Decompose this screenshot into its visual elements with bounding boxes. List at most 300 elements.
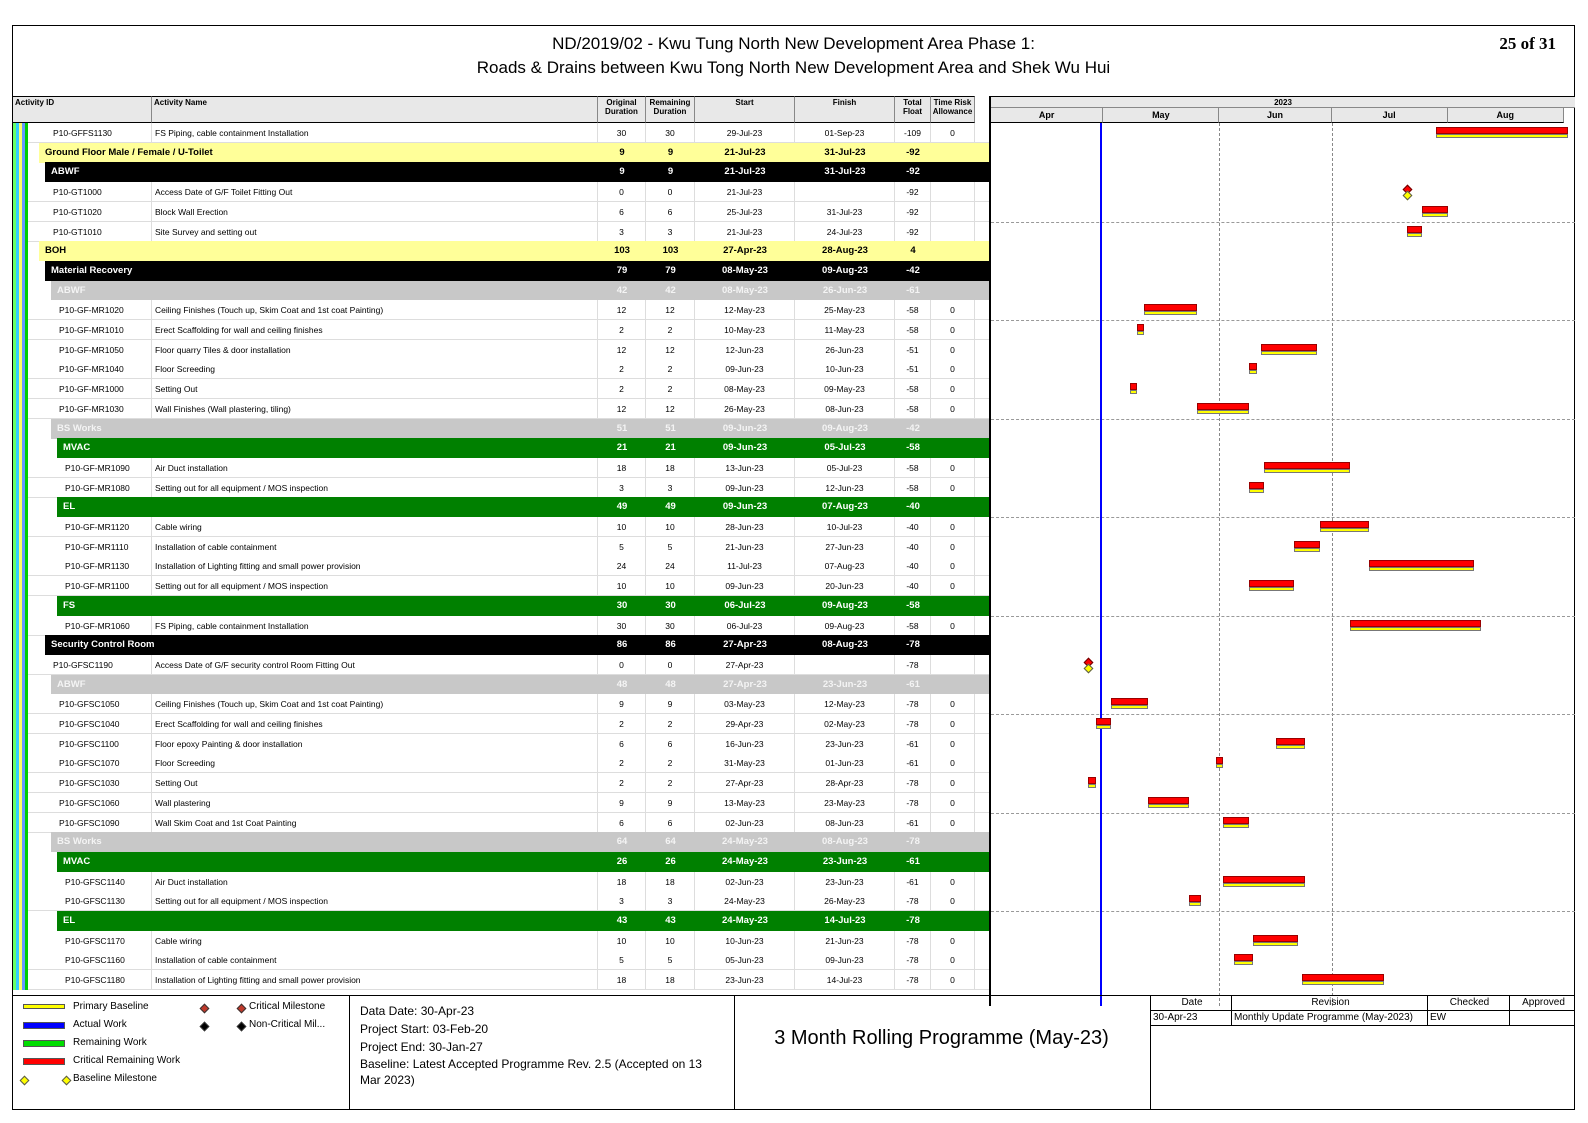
legend-swatch [23, 1022, 65, 1029]
cell-tra [931, 655, 975, 675]
cell-name: Ceiling Finishes (Touch up, Skim Coat and 1st coat Painting) [152, 300, 598, 320]
wbs-row[interactable] [57, 438, 989, 458]
cell-od: 2 [598, 753, 646, 773]
cell-name: Site Survey and setting out [152, 222, 598, 242]
critical-bar[interactable] [1407, 226, 1422, 233]
critical-bar[interactable] [1253, 935, 1298, 942]
cell-id: P10-GFSC1040 [59, 714, 152, 734]
cell-finish: 08-Jun-23 [795, 399, 895, 419]
cell-tra: 0 [931, 616, 975, 636]
cell-start: 27-Apr-23 [723, 245, 767, 257]
table-row[interactable] [13, 359, 989, 379]
cell-start: 26-May-23 [695, 399, 795, 419]
critical-bar[interactable] [1216, 757, 1223, 764]
cell-name: EL [63, 501, 76, 513]
cell-rd: 2 [646, 753, 695, 773]
cell-rd: 0 [646, 655, 695, 675]
cell-finish: 11-May-23 [795, 320, 895, 340]
cell-id: P10-GF-MR1080 [65, 478, 152, 498]
grid-line [1219, 123, 1220, 1006]
cell-od: 2 [598, 714, 646, 734]
cell-rd: 18 [646, 458, 695, 478]
critical-bar[interactable] [1302, 974, 1384, 981]
cell-od: 3 [598, 891, 646, 911]
cell-finish: 14-Jul-23 [824, 915, 866, 926]
cell-tra: 0 [931, 950, 975, 970]
cell-finish: 12-Jun-23 [795, 478, 895, 498]
month-header: May [1103, 108, 1219, 123]
cell-finish: 08-Aug-23 [822, 639, 868, 651]
cell-od: 6 [598, 734, 646, 754]
cell-rd: 3 [646, 891, 695, 911]
cell-name: FS [63, 599, 76, 611]
project-title-line-1: ND/2019/02 - Kwu Tung North New Development Area Phase 1: [552, 34, 1035, 53]
table-row[interactable] [13, 694, 989, 714]
wbs-row[interactable] [51, 281, 989, 301]
critical-bar[interactable] [1350, 620, 1481, 627]
cell-od: 10 [598, 931, 646, 951]
cell-start: 09-Jun-23 [695, 576, 795, 596]
cell-rd: 2 [646, 379, 695, 399]
cell-id: P10-GFSC1170 [65, 931, 152, 951]
table-row[interactable] [13, 970, 989, 990]
cell-start: 16-Jun-23 [695, 734, 795, 754]
baseline-bar [1088, 784, 1095, 788]
cell-rd: 49 [665, 501, 676, 513]
gantt-year-header: 2023 [991, 96, 1575, 108]
table-row[interactable] [13, 655, 989, 675]
cell-rd: 30 [646, 123, 695, 143]
wbs-row[interactable] [45, 261, 989, 281]
cell-tra: 0 [931, 537, 975, 557]
wbs-row[interactable] [39, 241, 989, 261]
cell-finish: 31-Jul-23 [824, 146, 866, 158]
cell-tf: -58 [895, 379, 931, 399]
cell-start: 24-May-23 [722, 915, 768, 926]
cell-name: Installation of cable containment [152, 537, 598, 557]
table-row[interactable] [13, 931, 989, 951]
table-row[interactable] [13, 616, 989, 636]
wbs-row[interactable] [45, 162, 989, 182]
cell-name: Cable wiring [152, 931, 598, 951]
table-row[interactable] [13, 300, 989, 320]
cell-od: 64 [616, 836, 628, 848]
cell-name: Cable wiring [152, 517, 598, 537]
critical-bar[interactable] [1436, 127, 1567, 134]
table-row[interactable] [13, 891, 989, 911]
cell-name: MVAC [63, 442, 91, 454]
project-start: Project Start: 03-Feb-20 [360, 1022, 489, 1036]
cell-start: 21-Jul-23 [695, 222, 795, 242]
cell-tra: 0 [931, 300, 975, 320]
cell-name: Setting Out [152, 379, 598, 399]
cell-start: 24-May-23 [722, 855, 768, 867]
critical-bar[interactable] [1096, 718, 1111, 725]
critical-bar[interactable] [1320, 521, 1369, 528]
baseline-bar [1276, 745, 1306, 749]
cell-finish: 10-Jul-23 [795, 517, 895, 537]
cell-start: 05-Jun-23 [695, 950, 795, 970]
cell-tra: 0 [931, 694, 975, 714]
cell-finish: 25-May-23 [795, 300, 895, 320]
cell-rd: 12 [646, 340, 695, 360]
table-row[interactable] [13, 714, 989, 734]
cell-od: 48 [616, 678, 628, 690]
cell-od: 24 [598, 556, 646, 576]
cell-start: 27-Apr-23 [695, 655, 795, 675]
table-row[interactable] [13, 222, 989, 242]
cell-od: 9 [619, 166, 625, 178]
grid-line [991, 714, 1575, 715]
table-row[interactable] [13, 123, 989, 143]
legend-baseline-milestone-icon [62, 1076, 72, 1086]
cell-start: 27-Apr-23 [723, 678, 767, 690]
cell-start: 10-Jun-23 [695, 931, 795, 951]
baseline-bar [1216, 764, 1223, 768]
cell-tf: -78 [906, 915, 920, 926]
baseline-bar [1148, 804, 1189, 808]
wbs-row[interactable] [57, 852, 989, 872]
cell-od: 3 [598, 222, 646, 242]
project-info-box [349, 996, 735, 1110]
month-header: Jun [1219, 108, 1331, 123]
critical-bar[interactable] [1276, 738, 1306, 745]
cell-finish: 14-Jul-23 [795, 970, 895, 990]
programme-title: 3 Month Rolling Programme (May-23) [774, 1027, 1109, 1049]
cell-tf: -78 [895, 655, 931, 675]
table-row[interactable] [13, 399, 989, 419]
table-row[interactable] [13, 537, 989, 557]
cell-tra: 0 [931, 320, 975, 340]
cell-start: 27-Apr-23 [695, 773, 795, 793]
critical-bar[interactable] [1088, 777, 1095, 784]
cell-start: 09-Jun-23 [722, 422, 768, 434]
table-row[interactable] [13, 813, 989, 833]
baseline-bar [1189, 902, 1200, 906]
cell-rd: 18 [646, 970, 695, 990]
cell-start: 06-Jul-23 [695, 616, 795, 636]
critical-bar[interactable] [1249, 363, 1256, 370]
cell-tf: -51 [895, 359, 931, 379]
cell-od: 10 [598, 576, 646, 596]
baseline-bar [1436, 134, 1567, 138]
wbs-row[interactable] [57, 596, 989, 616]
cell-name: ABWF [57, 678, 86, 690]
cell-id: P10-GFSC1090 [59, 813, 152, 833]
cell-tf: -40 [895, 517, 931, 537]
project-end: Project End: 30-Jan-27 [360, 1040, 483, 1054]
cell-name: Wall plastering [152, 793, 598, 813]
wbs-row[interactable] [51, 675, 989, 695]
critical-bar[interactable] [1369, 560, 1474, 567]
cell-finish: 01-Jun-23 [795, 753, 895, 773]
legend-swatch [23, 1058, 65, 1065]
rev-checked: EW [1428, 1011, 1510, 1026]
col-header-original-duration[interactable]: Original Duration [598, 96, 646, 123]
critical-bar[interactable] [1137, 324, 1144, 331]
grid-line [1332, 123, 1333, 1006]
cell-rd: 5 [646, 950, 695, 970]
cell-start: 08-May-23 [722, 264, 768, 276]
legend-label: Critical Milestone [249, 1001, 326, 1012]
critical-bar[interactable] [1111, 698, 1148, 705]
cell-rd: 18 [646, 872, 695, 892]
cell-rd: 10 [646, 931, 695, 951]
cell-finish: 10-Jun-23 [795, 359, 895, 379]
table-row[interactable] [13, 793, 989, 813]
cell-tf: -58 [895, 399, 931, 419]
critical-bar[interactable] [1264, 462, 1350, 469]
table-row[interactable] [13, 872, 989, 892]
wbs-row[interactable] [39, 143, 989, 163]
cell-finish: 09-Aug-23 [822, 599, 868, 611]
rev-approved [1510, 1011, 1575, 1026]
rev-header-checked: Checked [1428, 996, 1510, 1011]
cell-id: P10-GF-MR1090 [65, 458, 152, 478]
critical-bar[interactable] [1197, 403, 1249, 410]
cell-tf: -92 [895, 182, 931, 202]
cell-name: Setting out for all equipment / MOS inspection [152, 891, 598, 911]
table-row[interactable] [13, 556, 989, 576]
legend-label: Remaining Work [73, 1037, 147, 1048]
cell-id: P10-GFSC1160 [65, 950, 152, 970]
cell-rd: 5 [646, 537, 695, 557]
wbs-row[interactable] [51, 832, 989, 852]
critical-bar[interactable] [1234, 954, 1253, 961]
table-row[interactable] [13, 734, 989, 754]
cell-tf: -40 [895, 576, 931, 596]
cell-tra: 0 [931, 813, 975, 833]
cell-tra [931, 675, 975, 695]
cell-rd: 12 [646, 399, 695, 419]
table-row[interactable] [13, 320, 989, 340]
cell-name: Access Date of G/F Toilet Fitting Out [152, 182, 598, 202]
cell-name: EL [63, 915, 76, 926]
wbs-row[interactable] [51, 419, 989, 439]
cell-tf: -61 [895, 753, 931, 773]
cell-tra [931, 438, 975, 458]
baseline-milestone [1084, 663, 1094, 673]
cell-id: P10-GF-MR1010 [59, 320, 152, 340]
cell-tra [931, 911, 975, 931]
cell-finish: 09-Jun-23 [795, 950, 895, 970]
cell-rd: 9 [667, 146, 674, 158]
cell-tra [931, 497, 975, 517]
table-row[interactable] [13, 517, 989, 537]
legend-milestone-icon [237, 1004, 247, 1014]
cell-rd: 10 [646, 517, 695, 537]
table-row[interactable] [13, 202, 989, 222]
baseline-bar [1264, 469, 1350, 473]
rev-header-revision: Revision [1232, 996, 1428, 1011]
legend-swatch [23, 1040, 65, 1047]
wbs-row[interactable] [45, 635, 989, 655]
cell-tra: 0 [931, 753, 975, 773]
cell-tf: -51 [895, 340, 931, 360]
cell-id: P10-GF-MR1050 [59, 340, 152, 360]
cell-tra [931, 261, 975, 281]
cell-tra: 0 [931, 931, 975, 951]
cell-tra: 0 [931, 340, 975, 360]
cell-name: Floor quarry Tiles & door installation [152, 340, 598, 360]
cell-tra [931, 182, 975, 202]
cell-name: Setting out for all equipment / MOS inspection [152, 576, 598, 596]
grid-line [991, 911, 1575, 912]
cell-name: Installation of cable containment [152, 950, 598, 970]
cell-finish: 31-Jul-23 [824, 166, 866, 178]
table-row[interactable] [13, 379, 989, 399]
col-header-total-float[interactable]: Total Float [895, 96, 931, 123]
cell-od: 21 [616, 442, 628, 454]
cell-tf: -40 [906, 501, 920, 513]
cell-rd: 26 [665, 855, 676, 867]
legend-baseline-milestone-icon [20, 1076, 30, 1086]
cell-rd: 79 [665, 264, 676, 276]
cell-start: 10-May-23 [695, 320, 795, 340]
cell-name: Wall Finishes (Wall plastering, tiling) [152, 399, 598, 419]
rev-description: Monthly Update Programme (May-2023) [1232, 1011, 1428, 1026]
table-row[interactable] [13, 773, 989, 793]
cell-tra [931, 832, 975, 852]
cell-start: 13-May-23 [695, 793, 795, 813]
table-row[interactable] [13, 458, 989, 478]
critical-bar[interactable] [1422, 206, 1448, 213]
baseline-bar [1350, 627, 1481, 631]
grid-line [991, 222, 1575, 223]
critical-bar[interactable] [1249, 482, 1264, 489]
grid-line [991, 517, 1575, 518]
col-header-time-risk-allowance[interactable]: Time Risk Allowance [931, 96, 975, 123]
table-row[interactable] [13, 950, 989, 970]
cell-finish: 09-Aug-23 [795, 616, 895, 636]
cell-tra: 0 [931, 872, 975, 892]
cell-rd: 2 [646, 320, 695, 340]
critical-bar[interactable] [1148, 797, 1189, 804]
critical-bar[interactable] [1189, 895, 1200, 902]
legend [13, 996, 349, 1110]
cell-tf: -109 [895, 123, 931, 143]
cell-tf: -42 [906, 264, 920, 276]
col-header-finish[interactable]: Finish [795, 96, 895, 123]
table-row[interactable] [13, 478, 989, 498]
cell-tf: -61 [906, 678, 920, 690]
cell-rd: 48 [665, 678, 676, 690]
data-date: Data Date: 30-Apr-23 [360, 1004, 475, 1018]
cell-od: 30 [616, 599, 628, 611]
baseline-bar [1369, 567, 1474, 571]
critical-bar[interactable] [1261, 344, 1317, 351]
table-row[interactable] [13, 340, 989, 360]
cell-name: BS Works [57, 836, 102, 848]
wbs-row[interactable] [57, 911, 989, 931]
cell-od: 12 [598, 300, 646, 320]
cell-start: 24-May-23 [695, 891, 795, 911]
rev-header-date: Date [1151, 996, 1232, 1011]
page-number: 25 of 31 [1499, 34, 1556, 53]
cell-tf: -78 [895, 793, 931, 813]
cell-start: 23-Jun-23 [695, 970, 795, 990]
cell-rd: 42 [665, 284, 676, 296]
cell-finish: 28-Apr-23 [795, 773, 895, 793]
cell-id: P10-GFSC1030 [59, 773, 152, 793]
cell-tf: -58 [906, 599, 920, 611]
cell-od: 18 [598, 458, 646, 478]
cell-rd: 64 [665, 836, 676, 848]
critical-bar[interactable] [1130, 383, 1137, 390]
cell-name: Floor epoxy Painting & door installation [152, 734, 598, 754]
cell-tf: -58 [895, 320, 931, 340]
cell-name: FS Piping, cable containment Installation [152, 616, 598, 636]
rev-date: 30-Apr-23 [1151, 1011, 1232, 1026]
baseline-bar [1144, 311, 1196, 315]
cell-finish [795, 182, 895, 202]
table-row[interactable] [13, 182, 989, 202]
cell-name: Wall Skim Coat and 1st Coat Painting [152, 813, 598, 833]
cell-tra: 0 [931, 556, 975, 576]
table-row[interactable] [13, 576, 989, 596]
cell-tf: -92 [906, 146, 920, 158]
cell-od: 49 [616, 501, 628, 513]
col-header-activity-id[interactable]: Activity ID [13, 96, 152, 123]
cell-start: 29-Apr-23 [695, 714, 795, 734]
table-row[interactable] [13, 753, 989, 773]
legend-milestone-icon [237, 1022, 247, 1032]
critical-bar[interactable] [1249, 580, 1294, 587]
critical-bar[interactable] [1144, 304, 1196, 311]
cell-finish: 05-Jul-23 [824, 442, 866, 454]
cell-rd: 24 [646, 556, 695, 576]
cell-name: FS Piping, cable containment Installation [152, 123, 598, 143]
cell-od: 10 [598, 517, 646, 537]
cell-od: 2 [598, 320, 646, 340]
col-header-remaining-duration[interactable]: Remaining Duration [646, 96, 695, 123]
cell-start: 24-May-23 [722, 836, 768, 848]
cell-name: MVAC [63, 855, 91, 867]
cell-start: 11-Jul-23 [695, 556, 795, 576]
col-header-start[interactable]: Start [695, 96, 795, 123]
cell-od: 79 [616, 264, 628, 276]
cell-id: P10-GF-MR1030 [59, 399, 152, 419]
cell-finish: 07-Aug-23 [795, 556, 895, 576]
cell-start: 13-Jun-23 [695, 458, 795, 478]
cell-tf: -58 [895, 300, 931, 320]
cell-rd: 9 [646, 793, 695, 813]
cell-rd: 6 [646, 734, 695, 754]
col-header-activity-name[interactable]: Activity Name [152, 96, 598, 123]
cell-start: 28-Jun-23 [695, 517, 795, 537]
cell-od: 9 [598, 694, 646, 714]
cell-tf: -92 [895, 222, 931, 242]
cell-tra: 0 [931, 773, 975, 793]
cell-start: 02-Jun-23 [695, 813, 795, 833]
cell-finish: 01-Sep-23 [795, 123, 895, 143]
wbs-row[interactable] [57, 497, 989, 517]
cell-od: 86 [616, 639, 628, 651]
cell-tra: 0 [931, 123, 975, 143]
cell-rd: 2 [646, 714, 695, 734]
critical-bar[interactable] [1223, 876, 1305, 883]
critical-bar[interactable] [1223, 817, 1249, 824]
cell-name: Erect Scaffolding for wall and ceiling finishes [152, 320, 598, 340]
cell-rd: 30 [646, 616, 695, 636]
baseline-bar [1223, 883, 1305, 887]
critical-bar[interactable] [1294, 541, 1320, 548]
cell-finish: 26-Jun-23 [822, 284, 868, 296]
legend-label: Critical Remaining Work [73, 1055, 181, 1066]
cell-id: P10-GF-MR1020 [59, 300, 152, 320]
cell-tra [931, 222, 975, 242]
cell-od: 9 [619, 146, 625, 158]
